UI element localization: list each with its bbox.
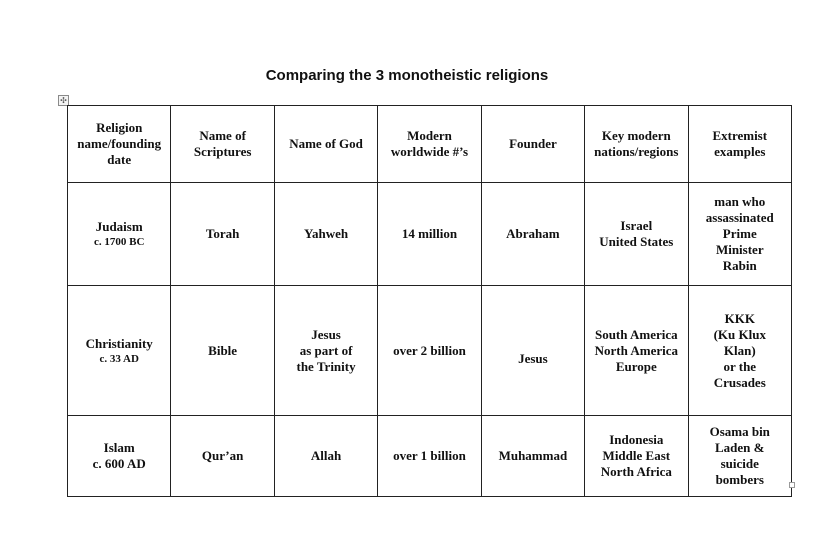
header-numbers (378, 106, 481, 183)
header-text: nations/regions (594, 144, 679, 159)
god-cell (274, 416, 377, 497)
header-text: name/founding (77, 136, 162, 151)
page-title: Comparing the 3 monotheistic religions (265, 67, 549, 84)
comparison-table (67, 105, 792, 497)
nation-text: Israel (620, 218, 653, 233)
header-text: Extremist (712, 128, 768, 143)
nation-text: North Africa (600, 464, 672, 479)
religion-cell (68, 183, 171, 286)
resize-handle-icon[interactable] (789, 482, 795, 488)
scriptures-cell: Bible (171, 286, 274, 416)
nations-cell (585, 416, 688, 497)
header-text: Founder (509, 136, 557, 151)
header-text: examples (714, 144, 766, 159)
numbers-cell: 14 million (378, 183, 481, 286)
extremist-text: man who (714, 194, 766, 209)
nation-text: Indonesia (609, 432, 664, 447)
extremist-text: suicide (720, 456, 759, 471)
founding-date: c. 33 AD (99, 352, 139, 365)
extremists-cell (688, 286, 791, 416)
founder-cell: Muhammad (481, 416, 584, 497)
header-text: Modern (407, 128, 452, 143)
god-cell (274, 286, 377, 416)
table-row-judaism (68, 183, 792, 286)
numbers-cell: over 1 billion (378, 416, 481, 497)
extremist-text: Crusades (713, 374, 766, 390)
god-text: as part of (299, 342, 353, 358)
nation-text: Europe (615, 358, 657, 374)
table-row-islam (68, 416, 792, 497)
header-scriptures (171, 106, 274, 183)
founding-date: c. 600 AD (92, 456, 146, 471)
founder-cell: Jesus (481, 286, 584, 416)
extremist-text: assassinated (705, 210, 774, 225)
nations-cell (585, 286, 688, 416)
founding-date: c. 1700 BC (94, 236, 145, 248)
header-nations (585, 106, 688, 183)
header-text: Scriptures (193, 144, 252, 159)
founder-cell: Abraham (481, 183, 584, 286)
numbers-cell: over 2 billion (378, 286, 481, 416)
header-text: Name of (199, 128, 246, 143)
nations-cell (585, 183, 688, 286)
header-text: Name of God (289, 136, 363, 151)
extremist-text: bombers (715, 472, 764, 487)
header-text: Religion (96, 120, 143, 135)
header-god (274, 106, 377, 183)
religion-name: Christianity (85, 335, 153, 351)
extremists-cell (688, 416, 791, 497)
extremist-text: Laden & (715, 440, 765, 455)
religion-cell (68, 286, 171, 416)
header-text: date (107, 152, 132, 167)
nation-text: United States (599, 234, 674, 249)
god-text: Allah (310, 448, 342, 463)
extremist-text: KKK (724, 310, 755, 326)
scriptures-cell: Qur’an (171, 416, 274, 497)
religion-cell (68, 416, 171, 497)
header-founder (481, 106, 584, 183)
religion-name: Islam (103, 440, 135, 455)
nation-text: Middle East (602, 448, 671, 463)
extremist-text: Rabin (722, 258, 757, 273)
extremist-text: (Ku Klux (713, 326, 766, 342)
god-text: Jesus (311, 326, 341, 342)
extremist-text: Osama bin (709, 424, 770, 439)
religion-name: Judaism (95, 219, 143, 234)
god-text: Yahweh (304, 226, 349, 241)
god-cell (274, 183, 377, 286)
extremists-cell (688, 183, 791, 286)
extremist-text: Prime (722, 226, 757, 241)
scriptures-cell: Torah (171, 183, 274, 286)
god-text: the Trinity (296, 358, 356, 374)
nation-text: South America (594, 326, 678, 342)
move-icon[interactable]: ✣ (58, 95, 69, 106)
header-text: worldwide #’s (390, 144, 469, 159)
extremist-text: Minister (715, 242, 764, 257)
table-row-christianity (68, 286, 792, 416)
header-religion (68, 106, 171, 183)
header-text: Key modern (601, 128, 671, 143)
extremist-text: Klan) (723, 342, 756, 358)
header-extremists (688, 106, 791, 183)
extremist-text: or the (723, 358, 757, 374)
table-header-row (68, 106, 792, 183)
nation-text: North America (594, 342, 679, 358)
